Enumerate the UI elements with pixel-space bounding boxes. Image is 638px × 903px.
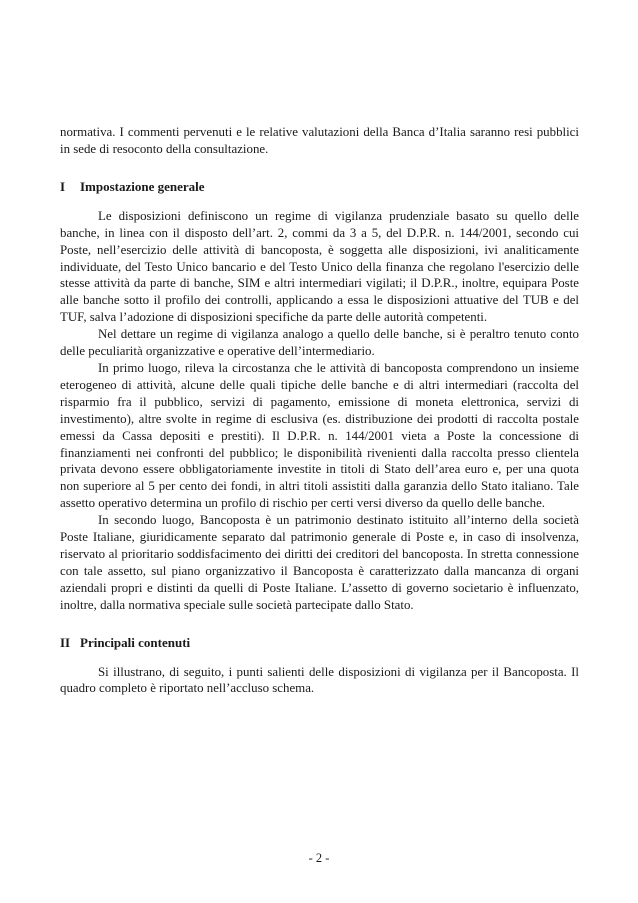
spacer (60, 195, 579, 208)
paragraph: Si illustrano, di seguito, i punti salienti delle disposizioni di vigilanza per il Bancoposta. Il quadro completo è riportato nell’accluso schema. (60, 664, 579, 696)
intro-paragraph: normativa. I commenti pervenuti e le relative valutazioni della Banca d’Italia saranno resi pubblici in sede di resoconto della consultazione. (60, 125, 579, 156)
spacer (60, 651, 579, 664)
section-number: II (60, 634, 71, 650)
page-number: - 2 - (308, 851, 330, 865)
document-page (60, 124, 579, 697)
paragraph: Nel dettare un regime di vigilanza analogo a quello delle banche, si è peraltro tenuto conto delle peculiarità organizzative e operative dell’intermediario. (60, 327, 579, 359)
spacer (60, 614, 579, 634)
paragraph: In primo luogo, rileva la circostanza che le attività di bancoposta comprendono un insieme eterogeneo di attività, alcune delle quali tipiche delle banche e di altri intermediari (raccolta del risparmio fra il pubblico, servizi di pagamento, emissione di moneta elettronica, servizi di investimento), altre svolte in regime di esclusiva (es. distribuzione dei prodotti di raccolta postale emessi da Cassa depositi e prestiti). Il D.P.R. n. 144/2001 vieta a Poste la concessione di finanziamenti nei confronti del pubblico; le disponibilità rivenienti dalla raccolta presso clientela privata devono essere obbligatoriamente investite in titoli di Stato dell’area euro e, per una quota non superiore al 5 per cento dei fondi, in altri titoli assistiti dalla garanzia dello Stato italiano. Tale assetto operativo determina un profilo di rischio per certi versi diverso da quello delle banche. (60, 360, 579, 511)
section-title: Principali contenuti (80, 634, 191, 650)
section-heading-principali-contenuti (60, 634, 579, 651)
paragraph: Le disposizioni definiscono un regime di vigilanza prudenziale basato su quello delle banche, in linea con il disposto dell’art. 2, commi da 3 a 5, del D.P.R. n. 144/2001, secondo cui Poste, nell’esercizio delle attività di bancoposta, è soggetta alle disposizioni, ivi analiticamente individuate, del Testo Unico bancario e del Testo Unico della finanza che regolano l'esercizio delle stesse attività da parte di banche, SIM e altri intermediari vigilati; il D.P.R., inoltre, equipara Poste alle banche sotto il profilo dei controlli, applicando a essa le disposizioni attuative del TUB e del TUF, salva l’adozione di disposizioni specifiche da parte delle autorità competenti. (60, 208, 579, 325)
section-number: I (60, 178, 66, 194)
spacer (60, 158, 579, 178)
paragraph: In secondo luogo, Bancoposta è un patrimonio destinato istituito all’interno della società Poste Italiane, giuridicamente separato dal patrimonio generale di Poste e, in caso di insolvenza, riservato al prioritario soddisfacimento dei diritti dei creditori del bancoposta. In stretta connessione con tale assetto, sul piano organizzativo il Bancoposta è caratterizzato dalla mancanza di organi aziendali propri e distinti da quelli di Poste Italiane. L’assetto di governo societario è influenzato, inoltre, dalla normativa speciale sulle società partecipate dallo Stato. (60, 513, 579, 612)
section-title: Impostazione generale (80, 178, 205, 194)
section-heading-impostazione (60, 178, 579, 195)
